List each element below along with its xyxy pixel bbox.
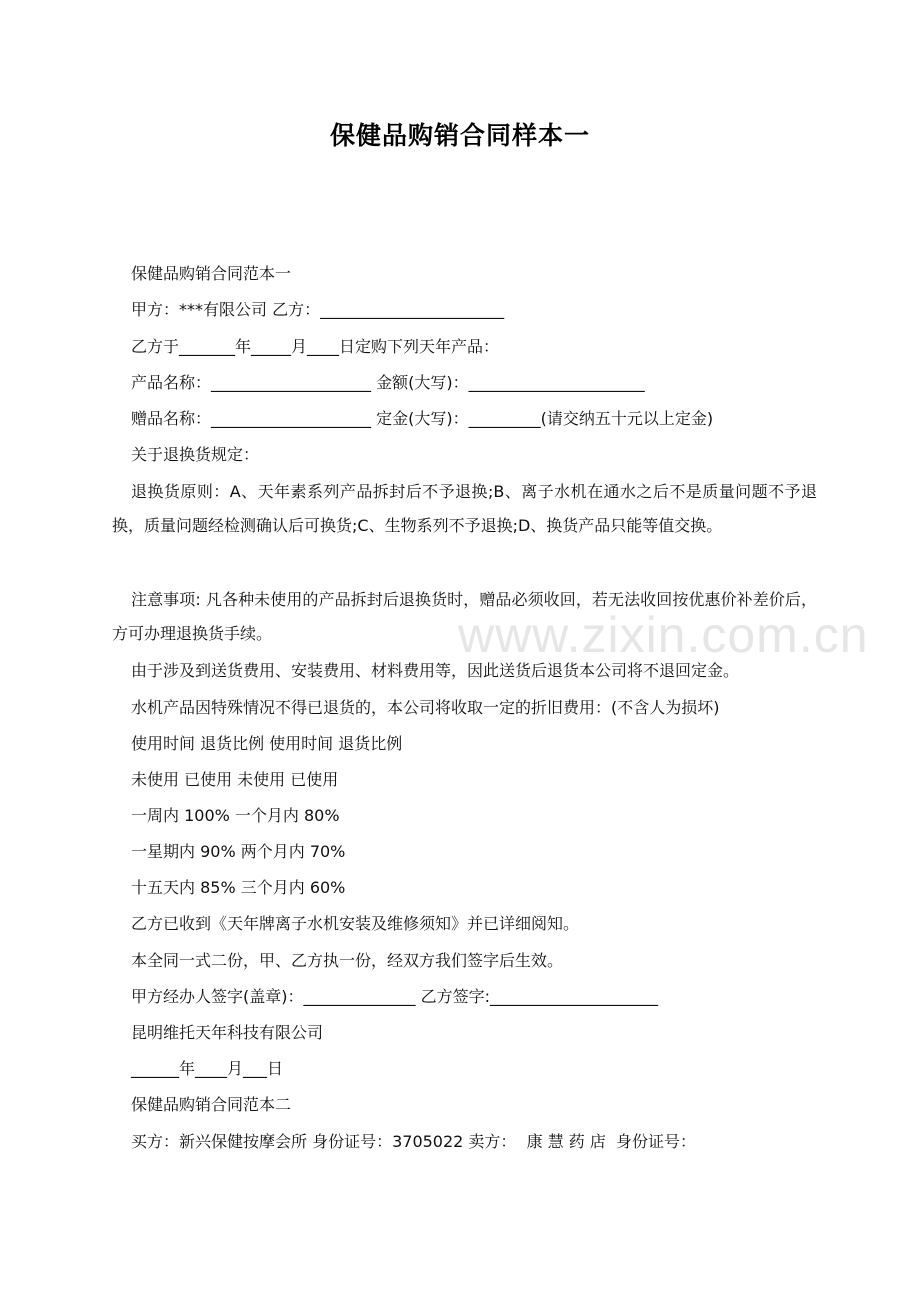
product-name-line: 产品名称：____________________ 金额(大写)：______________________ xyxy=(131,373,645,392)
gift-name-line: 赠品名称：____________________ 定金(大写)：_________(请交纳五十元以上定金) xyxy=(131,409,714,428)
return-table-row: 十五天内 85% 三个月内 60% xyxy=(131,878,346,897)
water-machine-return-line: 水机产品因特殊情况不得已退货的，本公司将收取一定的折旧费用：(不含人为损坏) xyxy=(131,698,720,717)
document-title: 保健品购销合同样本一 xyxy=(329,121,590,150)
copies-line: 本全同一式二份，甲、乙方执一份，经双方我们签字后生效。 xyxy=(131,951,564,970)
return-table-row: 一星期内 90% 两个月内 70% xyxy=(131,842,346,861)
signature-line: 甲方经办人签字(盖章)：______________ 乙方签字:_____________________ xyxy=(131,987,658,1006)
return-table-row: 一周内 100% 一个月内 80% xyxy=(131,806,340,825)
buyer-seller-line: 买方：新兴保健按摩会所 身份证号：3705022 卖方： 康 慧 药 店 身份证号： xyxy=(131,1132,697,1151)
notice-paragraph: 注意事项: 凡各种未使用的产品拆封后退换货时，赠品必须收回，若无法收回按优惠价补差价后，方可办理退换货手续。 xyxy=(112,590,817,643)
date-line: ______年____月___日 xyxy=(131,1059,284,1078)
return-table-header: 使用时间 退货比例 使用时间 退货比例 xyxy=(131,734,403,753)
party-a-b-line: 甲方：***有限公司 乙方：_______________________ xyxy=(131,300,505,319)
order-date-line: 乙方于_______年_____月____日定购下列天年产品： xyxy=(131,337,500,356)
company-name-line: 昆明维托天年科技有限公司 xyxy=(131,1023,324,1042)
acknowledgement-line: 乙方已收到《天年牌离子水机安装及维修须知》并已详细阅知。 xyxy=(131,914,580,933)
return-principle-paragraph: 退换货原则：A、天年素系列产品拆封后不予退换;B、离子水机在通水之后不是质量问题不予退换，质量问题经检测确认后可换货;C、生物系列不予退换;D、换货产品只能等值交换。 xyxy=(112,482,817,535)
section-heading-sample-two: 保健品购销合同范本二 xyxy=(131,1095,292,1114)
deposit-note-line: 由于涉及到送货费用、安装费用、材料费用等，因此送货后退货本公司将不退回定金。 xyxy=(131,661,740,680)
return-rules-heading: 关于退换货规定： xyxy=(131,445,260,464)
watermark-text: www.zixin.com.cn xyxy=(458,607,869,663)
section-heading-sample-one: 保健品购销合同范本一 xyxy=(131,264,292,283)
return-table-subheader: 未使用 已使用 未使用 已使用 xyxy=(131,770,339,789)
